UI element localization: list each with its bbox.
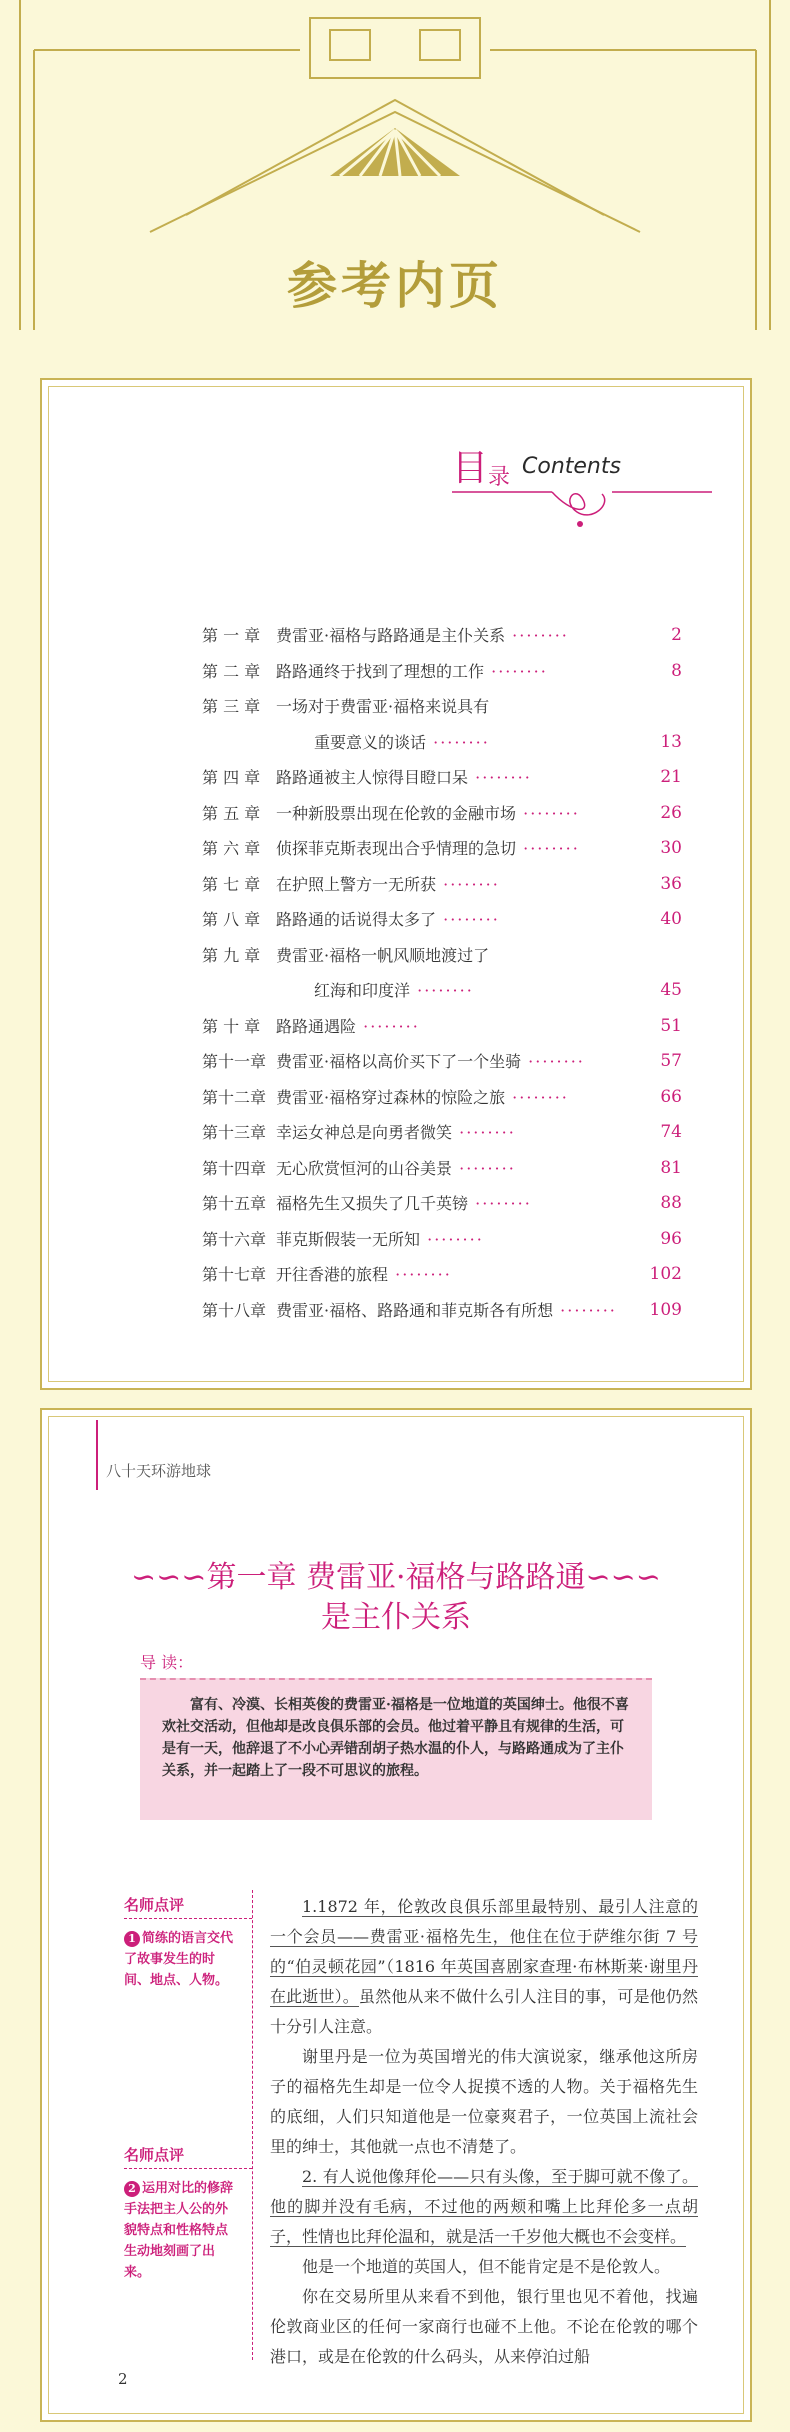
toc-page-number: 8 [671,660,682,681]
toc-page-number: 26 [660,802,682,823]
toc-chapter-number: 第十三章 [202,1123,267,1142]
note-text-2: 运用对比的修辞手法把主人公的外貌特点和性格特点生动地刻画了出来。 [124,2181,234,2280]
toc-chapter-number: 第 一 章 [202,626,261,645]
toc-chapter-number: 第 八 章 [202,910,261,929]
toc-chapter-number: 第 五 章 [202,803,261,823]
toc-chapter-number: 第 六 章 [202,839,261,858]
page-heading: 参考内页 [287,256,503,315]
toc-title-sub: 录 [488,465,511,490]
toc-leader-dots: ········ [452,1123,516,1142]
toc-chapter-title: 一种新股票出现在伦敦的金融市场 [276,803,517,823]
toc-page-number: 45 [660,980,682,1000]
guide-box [140,1678,652,1820]
toc-chapter-number: 第十二章 [202,1087,267,1107]
page-number: 2 [118,2370,128,2388]
toc-list [202,618,682,1328]
toc-chapter-title: 路路通遇险 [276,1016,357,1036]
toc-chapter-title: 菲克斯假装一无所知 [276,1229,421,1249]
toc-entry[interactable] [202,1009,682,1045]
note-text-1: 简练的语言交代了故事发生的时间、地点、人物。 [124,1931,234,1988]
toc-chapter-title: 一场对于费雷亚·福格来说具有 [276,697,490,716]
toc-chapter-title: 重要意义的谈话 [314,732,427,752]
toc-chapter-title: 无心欣赏恒河的山谷美景 [276,1158,453,1178]
toc-leader-dots: ········ [468,768,532,787]
book-title [106,1460,211,1481]
toc-entry[interactable] [202,1257,682,1293]
toc-leader-dots: ········ [436,874,500,894]
margin-dashed-line [252,1890,253,2360]
toc-leader-dots: ········ [468,1194,532,1213]
toc-leader-dots: ········ [410,981,474,1000]
toc-entry[interactable] [202,973,682,1009]
toc-page-number: 102 [649,1264,682,1284]
toc-entry[interactable] [202,831,682,867]
toc-chapter-number: 第 九 章 [202,945,261,965]
toc-title-en: Contents [522,454,621,479]
toc-leader-dots: ········ [436,910,500,929]
swirl-left-icon: ∽∽∽ [131,1560,207,1595]
toc-page-number: 81 [660,1157,682,1178]
chapter-title-line1: 第一章 费雷亚·福格与路路通 [206,1560,586,1595]
note-number-2: 2 [124,2181,140,2197]
paragraph-5: 你在交易所里从来看不到他，银行里也见不着他，找遍伦敦商业区的任何一家商行也碰不上他。不论在伦敦的哪个港口，或是在伦敦的什么码头，从来停泊过船 [270,2287,698,2366]
paragraph-2: 谢里丹是一位为英国增光的伟大演说家，继承他这所房子的福格先生却是一位令人捉摸不透的人物。关于福格先生的底细，人们只知道他是一位豪爽君子，一位英国上流社会里的绅士，其他就一点也不清楚了。 [270,2047,698,2156]
toc-entry[interactable] [202,1186,682,1222]
toc-chapter-number: 第十四章 [202,1158,267,1178]
title-bar [96,1420,98,1490]
toc-chapter-number: 第 十 章 [202,1016,261,1036]
paragraph-3-underlined: 2. 有人说他像拜伦——只有头像，至于脚可就不像了。他的脚并没有毛病，不过他的两颊和嘴上比拜伦多一点胡子，性情也比拜伦温和，就是活一千岁他大概也不会变样。 [270,2167,698,2246]
toc-page-number: 88 [660,1193,682,1213]
toc-leader-dots: ········ [420,1229,484,1249]
toc-chapter-title: 路路通的话说得太多了 [276,910,437,929]
chapter-title-line2: 是主仆关系 [321,1600,471,1635]
toc-page-number: 51 [660,1015,682,1036]
toc-title-main: 目 [452,448,489,489]
note-1 [124,1928,234,1991]
toc-leader-dots: ········ [516,839,580,858]
paragraph-1 [270,1892,698,2042]
toc-chapter-title: 红海和印度洋 [314,981,411,1000]
toc-chapter-number: 第 三 章 [202,697,261,716]
note-divider [124,1918,252,1919]
toc-entry[interactable] [202,1044,682,1080]
toc-entry[interactable] [202,1080,682,1116]
toc-chapter-number: 第十六章 [202,1229,267,1249]
toc-leader-dots: ········ [505,626,569,645]
toc-chapter-title: 路路通被主人惊得目瞪口呆 [276,768,469,787]
toc-entry[interactable] [202,796,682,832]
toc-leader-dots: ········ [553,1300,617,1320]
toc-entry[interactable] [202,938,682,974]
note-label-1: 名师点评 [124,1896,185,1914]
toc-chapter-title: 路路通终于找到了理想的工作 [276,661,485,681]
toc-entry[interactable] [202,725,682,761]
paragraph-3 [270,2162,698,2252]
note-2 [124,2178,234,2283]
toc-leader-dots: ········ [484,661,548,681]
toc-entry[interactable] [202,760,682,796]
toc-chapter-title: 福格先生又损失了几千英镑 [276,1194,469,1213]
book-title-text: 八十天环游地球 [106,1462,212,1480]
toc-entry[interactable] [202,1293,682,1329]
toc-chapter-title: 在护照上警方一无所获 [276,874,437,894]
toc-chapter-number: 第十八章 [202,1300,267,1320]
toc-chapter-title: 费雷亚·福格与路路通是主仆关系 [276,626,506,645]
note-divider [124,2168,252,2169]
toc-page-number: 96 [660,1228,682,1249]
body-text [270,1892,698,2372]
toc-entry[interactable] [202,1151,682,1187]
swirl-right-icon: ∽∽∽ [585,1560,661,1595]
toc-page-number: 57 [660,1051,682,1071]
toc-leader-dots: ········ [521,1052,585,1071]
toc-leader-dots: ········ [356,1016,420,1036]
toc-entry[interactable] [202,867,682,903]
toc-chapter-title: 幸运女神总是向勇者微笑 [276,1123,453,1142]
toc-entry[interactable] [202,618,682,654]
toc-chapter-title: 费雷亚·福格以高价买下了一个坐骑 [276,1052,522,1071]
toc-chapter-number: 第 七 章 [202,874,261,894]
toc-leader-dots: ········ [388,1265,452,1284]
toc-leader-dots: ········ [426,732,490,752]
toc-page-number: 40 [660,909,682,929]
toc-entry[interactable] [202,902,682,938]
paragraph-1-underlined: 1.1872 年，伦敦改良俱乐部里最特别、最引人注意的一个会员——费雷亚·福格先生，他住在位于萨维尔街 7 号的“伯灵顿花园”（1816 年英国喜剧家查理·布林斯莱·谢里丹在此逝世）。 [270,1897,698,2006]
chapter-title [42,1558,750,1638]
toc-page-number: 2 [671,625,682,645]
toc-chapter-number: 第 二 章 [202,661,261,681]
toc-chapter-title: 费雷亚·福格穿过森林的惊险之旅 [276,1087,506,1107]
toc-leader-dots: ········ [452,1158,516,1178]
toc-entry[interactable] [202,1115,682,1151]
toc-entry[interactable] [202,654,682,690]
guide-text: 富有、冷漠、长相英俊的费雷亚·福格是一位地道的英国绅士。他很不喜欢社交活动，但他却是改良俱乐部的会员。他过着平静且有规律的生活，可是有一天，他辞退了不小心弄错刮胡子热水温的仆人，与路路通成为了主仆关系，并一起踏上了一段不可思议的旅程。 [162,1697,629,1779]
toc-chapter-number: 第十一章 [202,1052,267,1071]
toc-chapter-number: 第十七章 [202,1265,267,1284]
toc-entry[interactable] [202,1222,682,1258]
toc-page-number: 74 [660,1122,682,1142]
toc-panel [40,378,752,1390]
toc-chapter-number: 第 四 章 [202,768,261,787]
paragraph-1-rest: 虽然他从来不做什么引人注目的事，可是他仍然十分引人注意。 [270,1987,698,2036]
note-number-1: 1 [124,1931,140,1947]
guide-label: 导 读： [140,1653,194,1672]
toc-chapter-title: 费雷亚·福格、路路通和菲克斯各有所想 [276,1300,554,1320]
toc-page-number: 109 [649,1299,682,1320]
flourish-ornament-icon [452,484,712,530]
toc-page-number: 13 [660,731,682,752]
sample-page-panel [40,1408,752,2422]
toc-chapter-title: 侦探菲克斯表现出合乎情理的急切 [276,839,517,858]
toc-leader-dots: ········ [516,803,580,823]
toc-chapter-title: 开往香港的旅程 [276,1265,389,1284]
toc-entry[interactable] [202,689,682,725]
toc-header [452,440,712,530]
toc-chapter-title: 费雷亚·福格一帆风顺地渡过了 [276,945,490,965]
paragraph-4: 他是一个地道的英国人，但不能肯定是不是伦敦人。 [302,2257,671,2276]
toc-leader-dots: ········ [505,1087,569,1107]
toc-page-number: 36 [660,873,682,894]
toc-page-number: 30 [660,838,682,858]
toc-chapter-number: 第十五章 [202,1194,267,1213]
toc-page-number: 21 [660,767,682,787]
note-label-2: 名师点评 [124,2146,185,2164]
toc-page-number: 66 [660,1086,682,1107]
